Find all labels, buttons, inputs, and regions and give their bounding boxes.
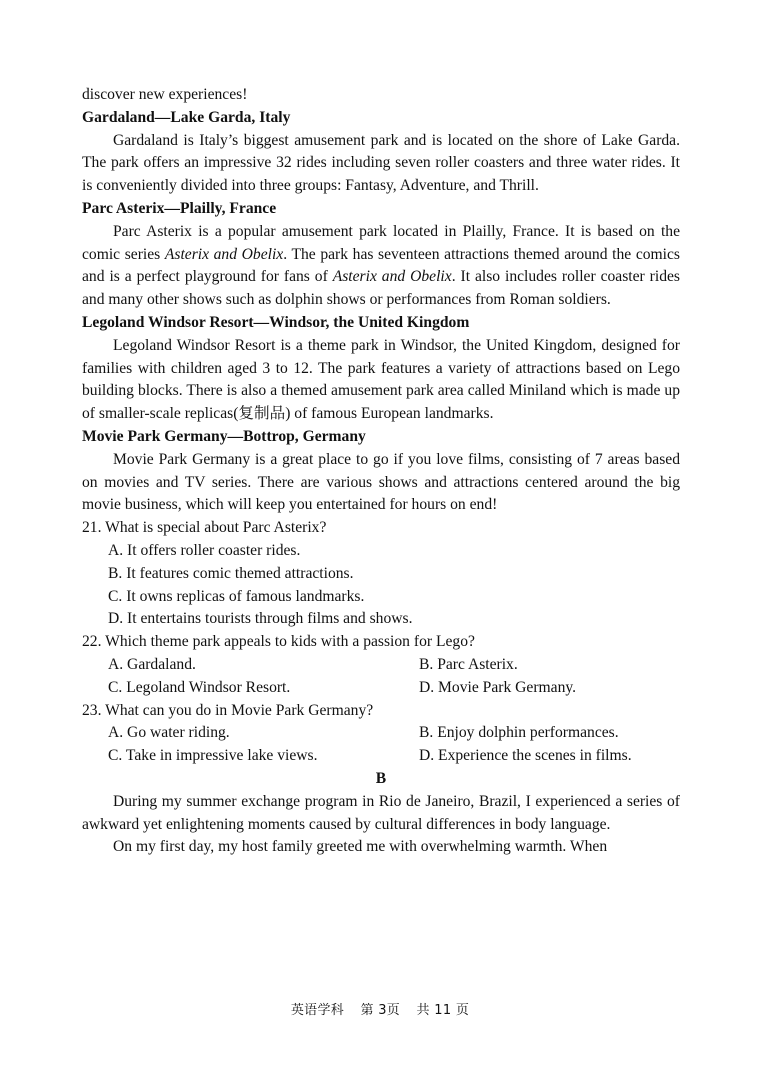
question-23-option-b: B. Enjoy dolphin performances. <box>419 724 619 742</box>
question-22-options-row-2 <box>82 677 680 700</box>
paragraph-legoland: Legoland Windsor Resort is a theme park in Windsor, the United Kingdom, designed for families with children aged 3 to 12. The park features a variety of attractions based on Lego building blocks. There is also a themed amusement park area called Miniland which is made up of smaller-scale replicas(复制品) of famous European landmarks. <box>82 336 680 423</box>
italic-title: Asterix and Obelix <box>164 245 284 263</box>
section-b-label: B <box>375 769 387 787</box>
question-22-option-b: B. Parc Asterix. <box>419 655 518 673</box>
italic-title: Asterix and Obelix <box>332 268 452 286</box>
section-heading-parc-asterix: Parc Asterix—Plailly, France <box>82 199 277 217</box>
paragraph-parc-asterix <box>82 221 680 312</box>
document-page <box>82 84 680 859</box>
question-21-stem: 21. What is special about Parc Asterix? <box>82 519 327 537</box>
question-23-option-a: A. Go water riding. <box>108 724 230 742</box>
footer-total-pages: 共 11 页 <box>416 1003 470 1018</box>
question-23-options-row-1 <box>82 722 680 745</box>
paragraph-text-part: Parc Asterix is a popular amusement park located in Plailly, France. It is based on the comic series <box>82 222 680 263</box>
passage-b-paragraph-2: On my first day, my host family greeted me with overwhelming warmth. When <box>113 838 608 856</box>
question-21-option-b: B. It features comic themed attractions. <box>108 564 354 582</box>
section-heading-legoland: Legoland Windsor Resort—Windsor, the United Kingdom <box>82 313 470 331</box>
section-heading-gardaland: Gardaland—Lake Garda, Italy <box>82 108 291 126</box>
question-22-options-row-1 <box>82 654 680 677</box>
question-22-option-a: A. Gardaland. <box>108 655 196 673</box>
question-21-option-d: D. It entertains tourists through films and shows. <box>108 610 413 628</box>
paragraph-text-part: . The park has seventeen attractions themed around the comics and is a perfect playground for fans of <box>82 245 680 286</box>
passage-b-paragraph-1: During my summer exchange program in Rio de Janeiro, Brazil, I experienced a series of awkward yet enlightening moments caused by cultural differences in body language. <box>82 792 680 833</box>
question-23-options-row-2 <box>82 745 680 768</box>
question-21-option-c: C. It owns replicas of famous landmarks. <box>108 587 365 605</box>
footer-page-number: 第 3页 <box>360 1003 401 1018</box>
question-21-option-a: A. It offers roller coaster rides. <box>108 541 301 559</box>
question-22-stem: 22. Which theme park appeals to kids with a passion for Lego? <box>82 633 475 651</box>
question-22-option-d: D. Movie Park Germany. <box>419 678 577 696</box>
paragraph-gardaland: Gardaland is Italy’s biggest amusement park and is located on the shore of Lake Garda. The park offers an impressive 32 rides including seven roller coasters and three water rides. It is conveniently divided into three groups: Fantasy, Adventure, and Thrill. <box>82 131 680 195</box>
intro-tail-text: discover new experiences! <box>82 86 248 103</box>
question-23-option-c: C. Take in impressive lake views. <box>108 747 318 765</box>
paragraph-text-part: . It also includes roller coaster rides and many other shows such as dolphin shows or performances from Roman soldiers. <box>82 268 680 309</box>
question-23-option-d: D. Experience the scenes in films. <box>419 747 632 765</box>
section-heading-movie-park: Movie Park Germany—Bottrop, Germany <box>82 427 366 445</box>
footer-subject: 英语学科 <box>290 1003 345 1018</box>
question-22-option-c: C. Legoland Windsor Resort. <box>108 678 291 696</box>
page-footer <box>0 999 760 1018</box>
paragraph-movie-park: Movie Park Germany is a great place to go if you love films, consisting of 7 areas based on movies and TV series. There are various shows and attractions centered around the big movie business, which will keep you entertained for hours on end! <box>82 450 680 514</box>
question-23-stem: 23. What can you do in Movie Park Germany? <box>82 701 374 719</box>
